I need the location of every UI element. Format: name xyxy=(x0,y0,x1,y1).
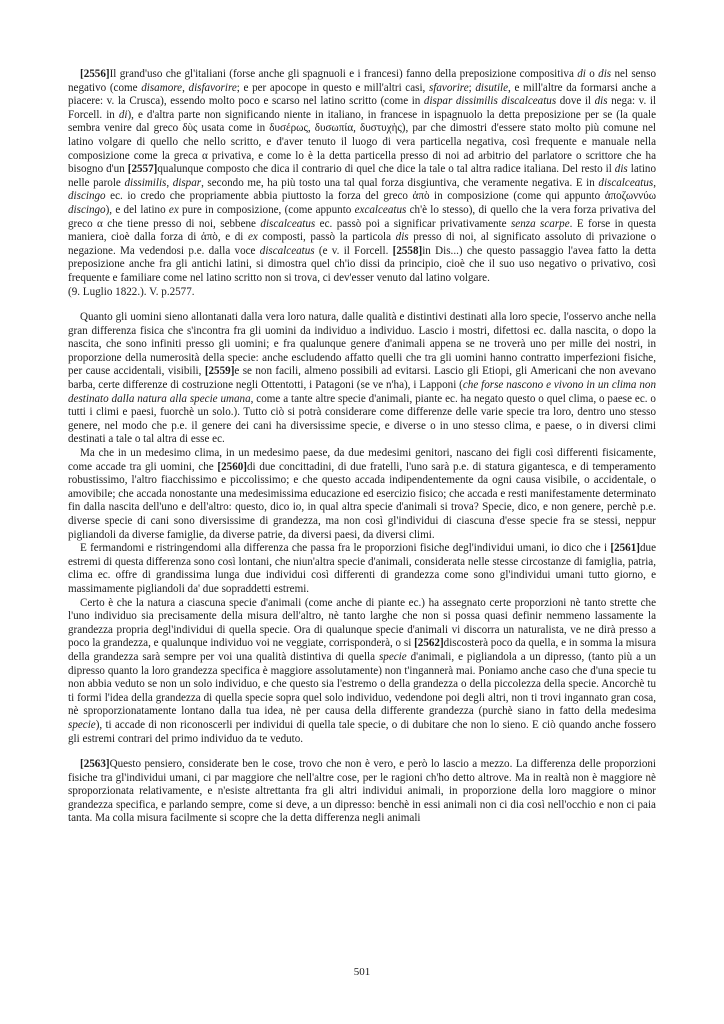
section-uomini xyxy=(68,311,656,746)
page-reference: [2561] xyxy=(610,542,640,555)
italic-term: senza scarpe xyxy=(510,217,570,230)
page-reference: [2560] xyxy=(217,460,247,473)
italic-term: ex xyxy=(247,231,258,244)
text-run: E fermandomi e ristringendomi alla differenza che passa fra le proporzioni fisiche degl'individui umani, io dico che i xyxy=(80,542,611,555)
italic-term: dissimilis xyxy=(124,176,167,189)
paragraph xyxy=(68,68,656,286)
italic-term: dis xyxy=(614,163,628,176)
italic-term: che forse nascono e vivono in un clima non destinato dalla natura alla specie umana xyxy=(68,379,656,405)
italic-term: discingo xyxy=(68,203,106,216)
italic-term: discalceatus xyxy=(259,244,315,257)
page-reference: [2562] xyxy=(414,637,444,650)
text-run: , xyxy=(166,176,173,189)
text-run: Il grand'uso che gl'italiani (forse anche gli spagnuoli e i francesi) fanno della preposizione compositiva xyxy=(109,68,578,80)
text-run: nega: v. il Forcell. in xyxy=(68,95,656,121)
text-run: ec. io credo che propriamente abbia piuttosto la forza del greco ἀπὸ in composizione (come qui appunto ἀποζωννύω xyxy=(105,190,656,203)
text-run: . E forse in questa maniera, cioè dalla forza di ἀπὸ, e di xyxy=(68,217,657,244)
section-2556 xyxy=(68,68,656,286)
text-run: Quanto gli uomini sieno allontanati dalla vera loro natura, dalle qualità e distintivi destinati alla loro specie, l'osservo anche nella gran differenza fisica che s'incontra fra gli uomini da individuo a individuo. Lascio i mostri, difettosi ec. dalla nascita, o dopo la nascita, che sono infiniti presso gli uomini; e fra qualunque genere d'animali appena se ne troverà uno per mille dei nostri, in proporzione della numerosità della specie: anche escludendo affatto quelli che tra gli uomini hanno contratto imperfezioni fisiche, per cause accidentali, visibili, xyxy=(68,311,656,378)
text-run: composti, passò la particola xyxy=(257,231,396,244)
italic-term: dis xyxy=(594,95,608,108)
page-reference: [2558] xyxy=(392,244,423,257)
text-run: , come a tante altre specie d'animali, piante ec. ha negato questo o quel clima, o paese ec. o tutti i climi e paesi, fuorchè un solo.). Tutto ciò si potrà considerare come differenze delle varie specie tra loro, dentro uno stesso genere, nel modo che p.e. il genere dei cani ha diversissime specie, e diverse o in uno stesso clima, e paese, o in diversi climi destinati a tale o tal altra di esse ec. xyxy=(68,392,656,446)
text-run: discosterà poco da quella, e in somma la misura della grandezza sarà sempre per voi una qualità distintiva di quella xyxy=(68,637,656,663)
text-run: ), e d'altra parte non significando niente in italiano, in francese in ispagnuolo la detta preposizione per se (la quale sembra venire dal greco δὺς usata come in δυσέρως, δυσωπία, δυστυχὴς), par che dimostri d'essere stato molto più comune nel latino volgare di quello che nello scritto, e d'aver tenuto il luogo di vera particella negativa, così frequente e manuale nella composizione come la greca α privativa, e come lo è la detta particella presso di noi ad arbitrio del parlatore o scrittore che ha bisogno d'un xyxy=(68,108,656,176)
page-reference: [2557] xyxy=(127,163,158,176)
text-run: Questo pensiero, considerate ben le cose, trovo che non è vero, e però lo lascio a mezzo. La differenza delle proporzioni fisiche tra gl'individui umani, ci par maggiore che nell'altre cose, per le ragioni ch'ho detto altrove. Ma in realtà non è maggiore nè sproporzionata relativamente, e n'esiste altrettanta fra gli altri individui animali, in proporzione della loro maggiore o minor grandezza specifica, e parlando sempre, come si deve, a un dipresso: benchè in essi animali non ci dia così nell'occhio e non ci paia tanta. Ma colla misura facilmente si scopre che la detta differenza negli animali xyxy=(68,758,656,825)
text-run: ec. passò poi a significar privativamente xyxy=(315,217,511,230)
text-run: Ma che in un medesimo clima, in un medesimo paese, da due medesimi genitori, nascano dei figli così differenti fisicamente, come accade tra gli uomini, che xyxy=(68,447,656,473)
text-run: , secondo me, ha più tosto una tal qual forza disgiuntiva, che veramente negativa. E in xyxy=(201,176,599,189)
text-run: , xyxy=(653,176,657,189)
italic-term: dis xyxy=(598,68,612,80)
italic-term: disamore xyxy=(141,81,183,94)
page-reference: [2559] xyxy=(204,365,235,378)
text-run: , e mill'altre da formarsi anche a piacere: v. la Crusca), essendo molto poco e scarso nel latino scritto (come in xyxy=(68,81,657,108)
text-run: presso di noi, al significato assoluto di privazione o negazione. Ma vedendosi p.e. dalla voce xyxy=(68,231,657,257)
text-run: , xyxy=(182,81,189,94)
text-run: pure in composizione, (come appunto xyxy=(178,203,355,216)
text-run: (e v. il Forcell. xyxy=(314,244,393,257)
paragraph xyxy=(68,758,656,826)
paragraph xyxy=(68,597,656,747)
text-run: ; e per apocope in questo e mill'altri casi, xyxy=(236,81,429,94)
text-run: e se non facili, almeno possibili ad evitarsi. Lascio gli Etiopi, gli Americani che non avevano barba, certe differenze di costruzione negli Ottentotti, i Patagoni (se ve n'ha), i Lapponi ( xyxy=(68,365,656,392)
text-run: ), ti accade di non riconoscerli per individui di quella tale specie, o di dubitare che non lo sieno. E ciò quando anche fossero gli estremi contrari del primo individuo da te veduto. xyxy=(68,718,656,745)
section-gap xyxy=(68,299,656,311)
document-page xyxy=(68,68,656,826)
italic-term: disfavorire xyxy=(188,81,237,94)
italic-term: specie xyxy=(378,650,407,663)
text-run: ), e del latino xyxy=(105,203,169,216)
italic-term: dispar dissimilis discalceatus xyxy=(423,95,557,108)
italic-term: excalceatus xyxy=(354,203,407,216)
text-run: qualunque composto che dica il contrario di quel che dice la tale o tal altra radice italiana. Del resto il xyxy=(157,163,615,176)
text-run: ; xyxy=(468,81,476,94)
italic-term: sfavorire xyxy=(428,81,469,94)
page-reference: [2556] xyxy=(80,68,110,80)
text-run: nel senso negativo (come xyxy=(68,68,657,94)
italic-term: discalceatus xyxy=(260,217,316,230)
page-number: 501 xyxy=(353,966,371,978)
italic-term: dispar xyxy=(172,176,202,189)
italic-term: disutile xyxy=(475,81,509,94)
paragraph xyxy=(68,311,656,447)
text-run: latino nelle parole xyxy=(68,163,657,189)
date-line: (9. Luglio 1822.). V. p.2577. xyxy=(68,285,195,298)
italic-term: ex xyxy=(168,203,179,216)
italic-term: discingo xyxy=(68,190,106,203)
paragraph xyxy=(68,447,656,542)
page-reference: [2563] xyxy=(80,758,110,771)
text-run: dove il xyxy=(556,95,595,108)
paragraph xyxy=(68,542,656,596)
text-run: Certo è che la natura a ciascuna specie d'animali (come anche di piante ec.) ha assegnato certe proporzioni nè tanto strette che l'uno individuo sia precisamente della misura dell'altro, nè tanto larghe che non si possa quasi definir nemmeno lassamente la grandezza propria degl'individui di quella specie. Ora di qualunque specie d'animali vi discorra un naturalista, ve ne dirà presso a poco la grandezza, e qualunque individuo voi ne veggiate, corrisponderà, o si xyxy=(68,596,656,650)
text-run: d'animali, e pigliandola a un dipresso, (tanto più a un dipresso quanto la loro grandezza specifica è maggiore assolutamente) non t'ingannerà mai. Poniamo anche caso che d'una specie tu non abbia veduto se non un solo individuo, e che questo sia l'estremo o della grandezza o della piccolezza della specie. Ancorchè tu ti formi l'idea della grandezza di quella specie sopra quel solo individuo, vedendone poi degli altri, non ti trovi ingannato gran cosa, nè sproporzionatamente lontano dalla tua idea, nè per causa della differente grandezza (purchè siano in fatto della medesima xyxy=(68,650,656,718)
italic-term: di xyxy=(118,108,128,121)
text-run: due estremi di questa differenza sono così lontani, che niun'altra specie d'animali, considerata nelle stesse circostanze di famiglia, patria, clima ec. offre di grandissima lunga due individui così differenti di grandezza come sono gl'individui umani tutto giorno, e massimamente pigliandoli da' due sopraddetti estremi. xyxy=(68,542,656,595)
section-2563 xyxy=(68,758,656,826)
italic-term: dis xyxy=(395,231,409,244)
section-gap xyxy=(68,746,656,758)
italic-term: di xyxy=(577,68,586,80)
italic-term: specie xyxy=(68,718,96,731)
italic-term: discalceatus xyxy=(598,176,654,189)
text-run: ch'è lo stesso), di quello che la vera forza privativa del greco α che tiene presso di noi, sebbene xyxy=(68,203,656,230)
text-run: o xyxy=(585,68,599,80)
text-run: di due concittadini, di due fratelli, l'uno sarà p.e. di statura gigantesca, e di temperamento robustissimo, l'altro fiacchissimo e piccolissimo; e che questo accada indipendentemente da ogni causa visibile, o accidentale, o amovibile; che accada nonostante una medesimissima educazione ed esercizio fisico; che accada e resti manifestamente determinato fin dalla nascita dell'uno e dell'altro: questo, dico io, in qual altra specie d'animali si trova? Specie, dico, e non genere, perchè p.e. diverse specie di cani sono diversissime di grandezza, ma non così gl'individui di ciascuna d'esse specie fra se stessi, neppur pigliandoli da diverse famiglie, da diverse patrie, da diversi paesi, da diversi climi. xyxy=(68,460,656,541)
text-run: in Dis...) che questo passaggio l'avea fatto la detta preposizione anche fra gli antichi latini, si dimostra quel ch'io dissi da principio, cioè che il suo uso negativo o privativo, così frequente e familiare come nel latino scritto non si trova, ci dev'esser venuto dal latino volgare. xyxy=(68,244,656,284)
